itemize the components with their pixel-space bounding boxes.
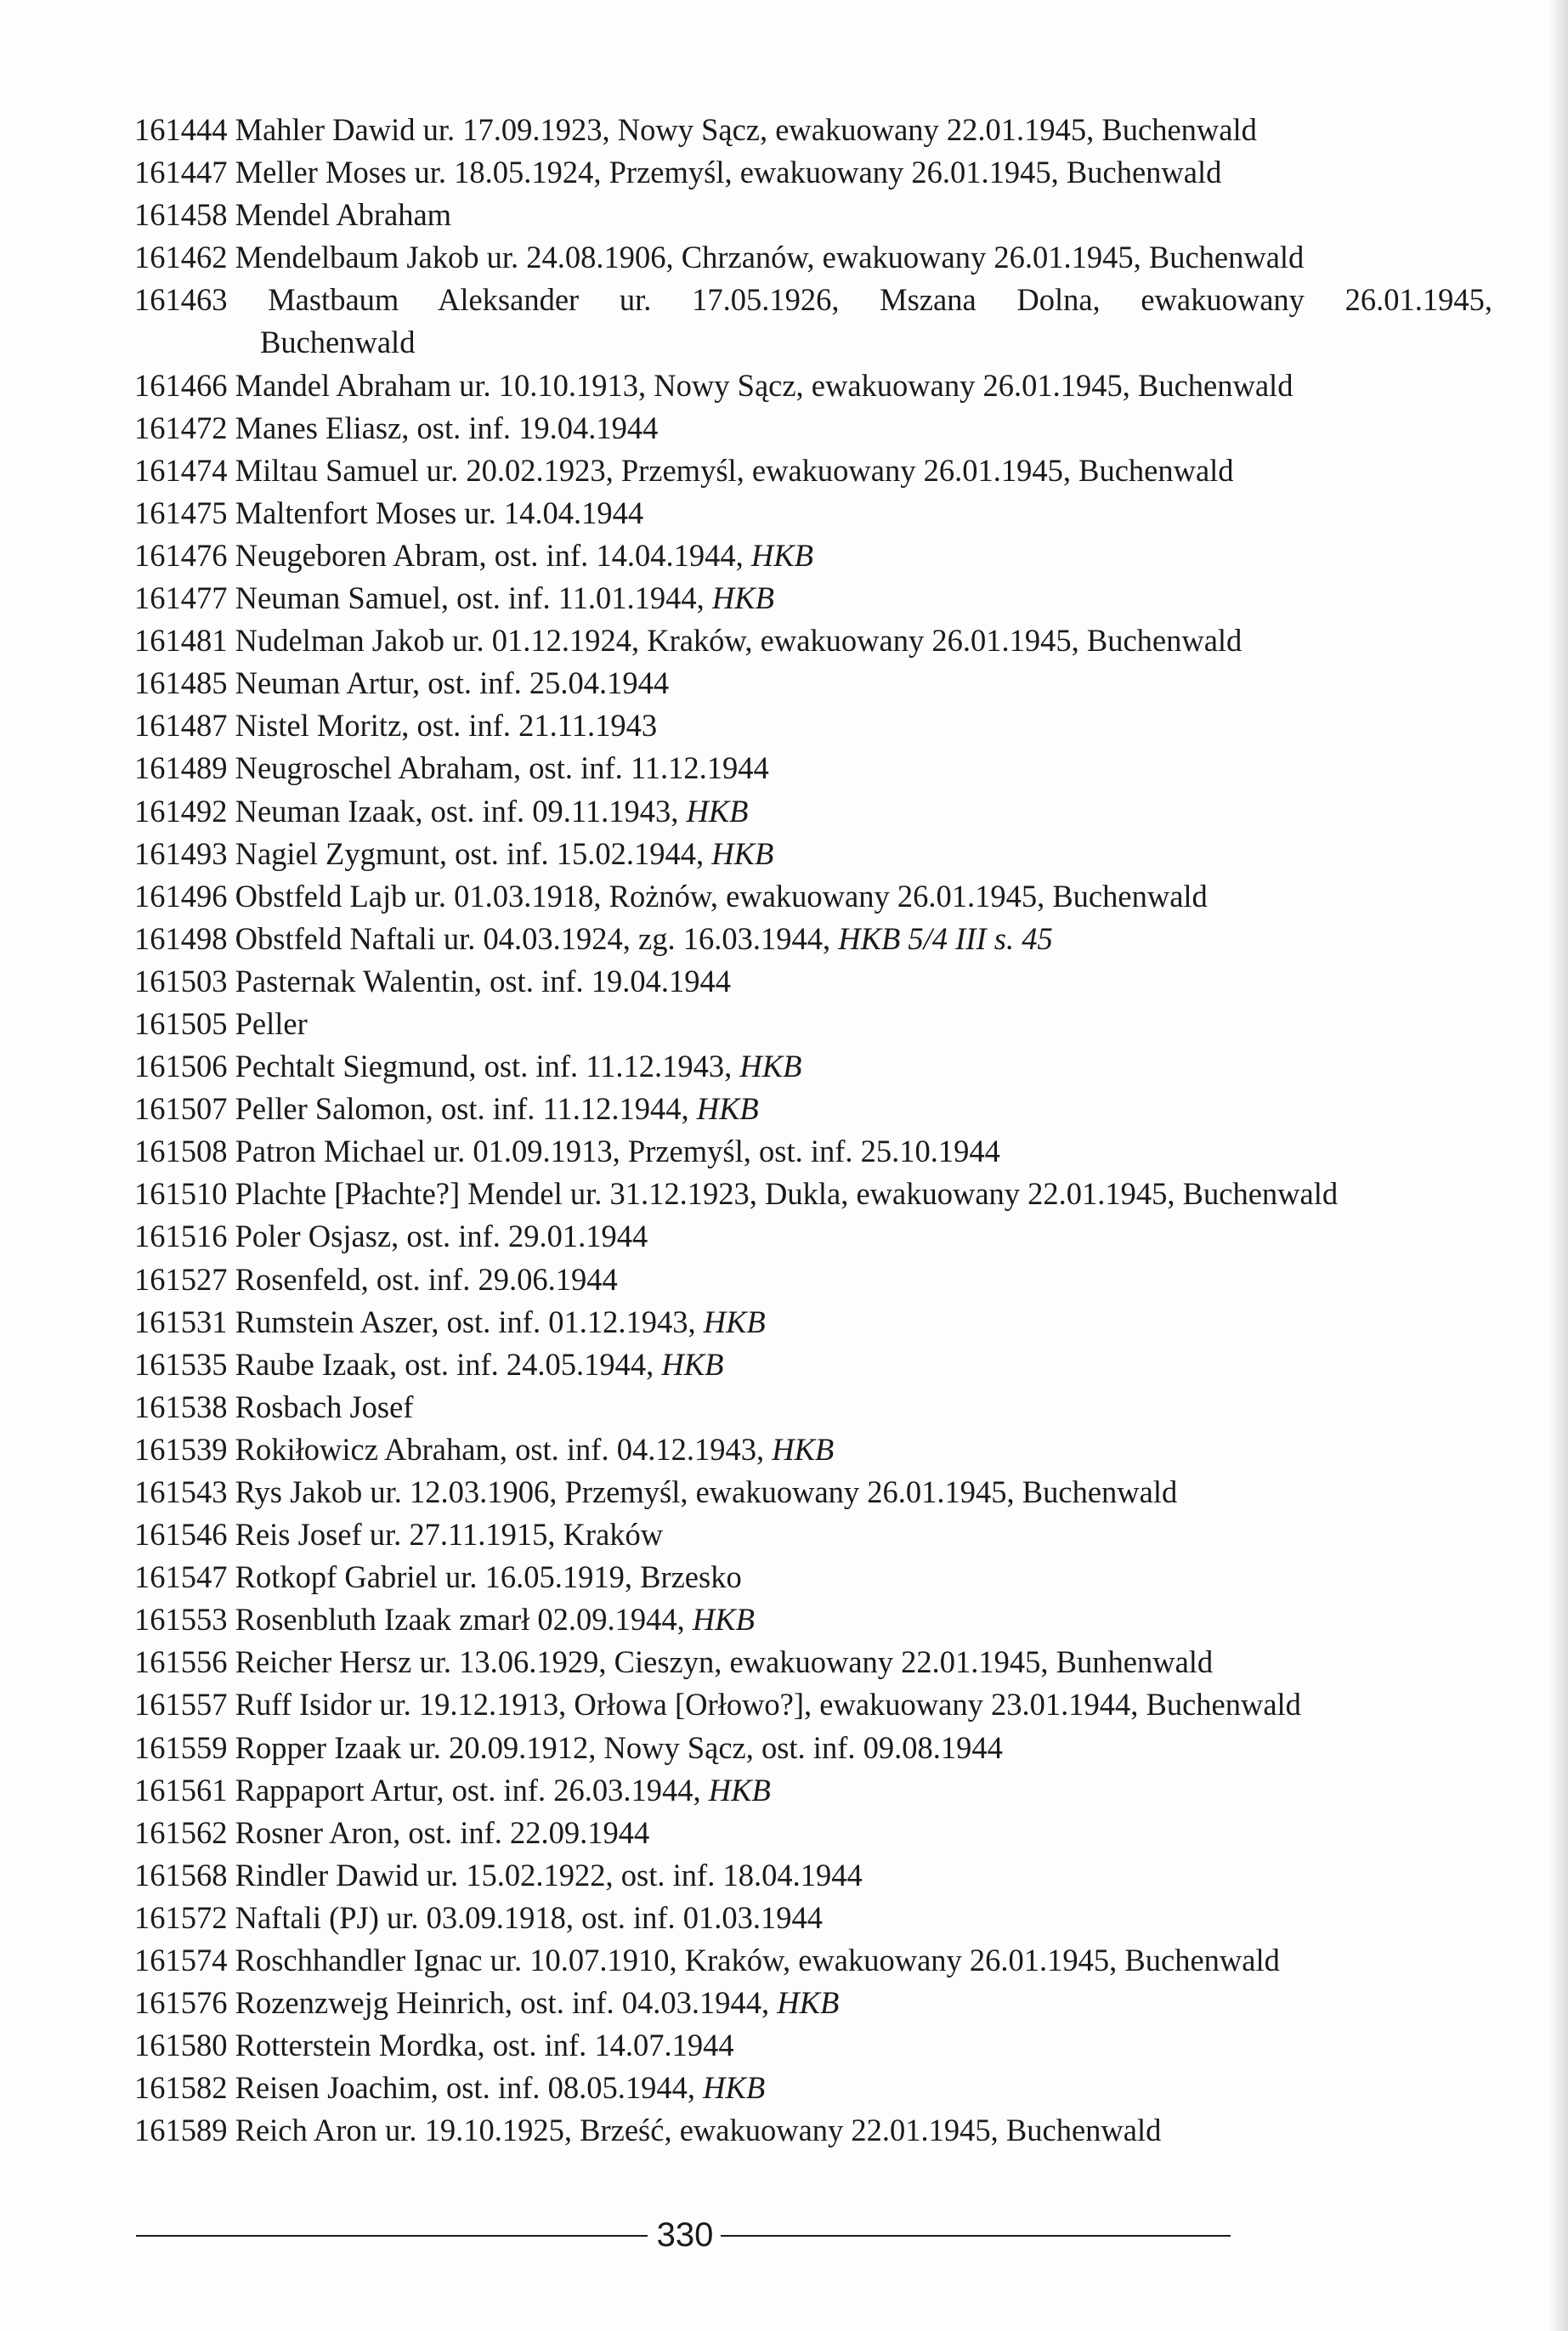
entry-text: 161543 Rys Jakob ur. 12.03.1906, Przemyśl, ewakuowany 26.01.1945, Buchenwald	[134, 1474, 1178, 1509]
list-entry	[134, 492, 1511, 535]
entry-text: 161574 Roschhandler Ignac ur. 10.07.1910, Kraków, ewakuowany 26.01.1945, Buchenwald	[134, 1943, 1280, 1978]
footer-rule-left	[136, 2235, 648, 2237]
entry-text: 161531 Rumstein Aszer, ost. inf. 01.12.1943,	[134, 1304, 704, 1339]
entry-note: HKB	[703, 2070, 766, 2106]
list-entry	[134, 747, 1511, 789]
list-entry	[134, 833, 1511, 875]
list-entry	[134, 236, 1511, 279]
entry-text: 161535 Raube Izaak, ost. inf. 24.05.1944,	[134, 1346, 662, 1382]
entry-text: 161506 Pechtalt Siegmund, ost. inf. 11.12.1943,	[134, 1049, 740, 1084]
entry-text: 161539 Rokiłowicz Abraham, ost. inf. 04.12.1943,	[134, 1431, 773, 1467]
entry-text: 161492 Neuman Izaak, ost. inf. 09.11.1943,	[134, 793, 687, 829]
list-entry	[134, 662, 1511, 704]
page-number: 330	[656, 2216, 714, 2254]
list-entry	[134, 1386, 1511, 1429]
list-entry	[134, 1003, 1511, 1045]
list-entry	[134, 1173, 1511, 1215]
list-entry	[134, 1344, 1511, 1386]
entry-note: HKB	[686, 793, 749, 829]
list-entry	[134, 577, 1511, 620]
entry-note: HKB	[750, 537, 813, 573]
entry-text: 161556 Reicher Hersz ur. 13.06.1929, Cieszyn, ewakuowany 22.01.1945, Bunhenwald	[134, 1644, 1214, 1680]
list-entry	[134, 194, 1511, 236]
list-entry	[134, 918, 1511, 960]
prisoner-list	[134, 109, 1511, 2153]
list-entry	[134, 1727, 1511, 1769]
entry-text: 161559 Ropper Izaak ur. 20.09.1912, Nowy Sącz, ost. inf. 09.08.1944	[134, 1729, 1003, 1765]
entry-text: 161458 Mendel Abraham	[134, 197, 452, 233]
list-entry	[134, 1598, 1511, 1641]
entry-text: 161582 Reisen Joachim, ost. inf. 08.05.1944,	[134, 2070, 704, 2106]
entry-note: HKB 5/4 III s. 45	[838, 920, 1053, 956]
list-entry	[134, 1854, 1511, 1897]
list-entry	[134, 704, 1511, 747]
entry-text: 161474 Miltau Samuel ur. 20.02.1923, Przemyśl, ewakuowany 26.01.1945, Buchenwald	[134, 452, 1234, 488]
entry-text: 161476 Neugeboren Abram, ost. inf. 14.04.1944,	[134, 537, 751, 573]
entry-note: HKB	[711, 580, 774, 616]
list-entry	[134, 1769, 1511, 1812]
list-entry	[134, 960, 1511, 1003]
entry-note: HKB	[661, 1346, 724, 1382]
entry-text: 161576 Rozenzwejg Heinrich, ost. inf. 04.03.1944,	[134, 1985, 778, 2021]
entry-text: 161568 Rindler Dawid ur. 15.02.1922, ost. inf. 18.04.1944	[134, 1857, 863, 1893]
list-entry	[134, 279, 1492, 364]
list-entry	[134, 1088, 1511, 1130]
list-entry	[134, 2109, 1511, 2152]
list-entry	[134, 1045, 1511, 1088]
list-entry	[134, 1897, 1511, 1939]
entry-text: 161507 Peller Salomon, ost. inf. 11.12.1944,	[134, 1091, 697, 1127]
entry-text: 161489 Neugroschel Abraham, ost. inf. 11.12.1944	[134, 750, 769, 786]
entry-text: 161444 Mahler Dawid ur. 17.09.1923, Nowy Sącz, ewakuowany 22.01.1945, Buchenwald	[134, 112, 1257, 147]
entry-note: HKB	[696, 1091, 759, 1127]
list-entry	[134, 875, 1511, 918]
entry-note: HKB	[692, 1602, 755, 1638]
list-entry	[134, 1641, 1511, 1683]
list-entry	[134, 535, 1511, 577]
entry-text: 161462 Mendelbaum Jakob ur. 24.08.1906, Chrzanów, ewakuowany 26.01.1945, Buchenwald	[134, 240, 1305, 275]
entry-text: 161562 Rosner Aron, ost. inf. 22.09.1944	[134, 1814, 650, 1850]
list-entry	[134, 1215, 1511, 1258]
entry-text: 161463 Mastbaum Aleksander ur. 17.05.1926, Mszana Dolna, ewakuowany 26.01.1945,	[134, 282, 1492, 318]
list-entry	[134, 1471, 1511, 1513]
entry-text: 161487 Nistel Moritz, ost. inf. 21.11.1943	[134, 708, 658, 744]
entry-text: 161538 Rosbach Josef	[134, 1389, 414, 1424]
entry-text: 161508 Patron Michael ur. 01.09.1913, Przemyśl, ost. inf. 25.10.1944	[134, 1134, 1000, 1169]
list-entry	[134, 151, 1511, 194]
entry-text: 161493 Nagiel Zygmunt, ost. inf. 15.02.1944,	[134, 835, 712, 871]
entry-text: 161472 Manes Eliasz, ost. inf. 19.04.1944	[134, 410, 659, 445]
list-entry	[134, 1556, 1511, 1598]
list-entry	[134, 450, 1511, 492]
page-edge-shadow	[1549, 0, 1568, 2331]
list-entry	[134, 790, 1511, 833]
entry-text: 161510 Plachte [Płachte?] Mendel ur. 31.12.1923, Dukla, ewakuowany 22.01.1945, Buchenwald	[134, 1176, 1339, 1212]
list-entry	[134, 620, 1511, 662]
entry-text: 161572 Naftali (PJ) ur. 03.09.1918, ost. inf. 01.03.1944	[134, 1899, 824, 1935]
entry-text: 161589 Reich Aron ur. 19.10.1925, Brześć, ewakuowany 22.01.1945, Buchenwald	[134, 2113, 1162, 2148]
entry-note: HKB	[777, 1985, 840, 2021]
list-entry	[134, 1982, 1511, 2024]
entry-text: 161580 Rotterstein Mordka, ost. inf. 14.07.1944	[134, 2028, 734, 2063]
entry-note: HKB	[772, 1431, 835, 1467]
entry-text: 161527 Rosenfeld, ost. inf. 29.06.1944	[134, 1261, 618, 1297]
footer-rule-right	[721, 2235, 1231, 2237]
entry-text: 161516 Poler Osjasz, ost. inf. 29.01.1944	[134, 1219, 648, 1254]
list-entry	[134, 407, 1511, 450]
entry-note: HKB	[739, 1049, 802, 1084]
list-entry	[134, 1513, 1511, 1556]
list-entry	[134, 1301, 1511, 1344]
page-footer	[136, 2209, 1241, 2260]
entry-text: 161546 Reis Josef ur. 27.11.1915, Kraków	[134, 1517, 664, 1553]
list-entry	[134, 109, 1511, 151]
entry-text: 161485 Neuman Artur, ost. inf. 25.04.1944	[134, 665, 670, 701]
list-entry	[134, 1130, 1511, 1173]
entry-text: 161503 Pasternak Walentin, ost. inf. 19.04.1944	[134, 963, 731, 999]
entry-text: 161498 Obstfeld Naftali ur. 04.03.1924, zg. 16.03.1944,	[134, 920, 839, 956]
entry-text: 161505 Peller	[134, 1005, 308, 1041]
entry-text: 161481 Nudelman Jakob ur. 01.12.1924, Kraków, ewakuowany 26.01.1945, Buchenwald	[134, 623, 1243, 659]
entry-note: HKB	[711, 835, 774, 871]
entry-text: 161477 Neuman Samuel, ost. inf. 11.01.1944,	[134, 580, 712, 616]
entry-text: 161496 Obstfeld Lajb ur. 01.03.1918, Rożnów, ewakuowany 26.01.1945, Buchenwald	[134, 878, 1208, 914]
entry-note: HKB	[703, 1304, 766, 1339]
entry-text: 161557 Ruff Isidor ur. 19.12.1913, Orłowa [Orłowo?], ewakuowany 23.01.1944, Buchenwald	[134, 1687, 1301, 1723]
list-entry	[134, 1429, 1511, 1471]
list-entry	[134, 1812, 1511, 1854]
list-entry	[134, 1259, 1511, 1301]
entry-note: HKB	[708, 1772, 771, 1808]
list-entry	[134, 1683, 1511, 1726]
entry-text: 161466 Mandel Abraham ur. 10.10.1913, Nowy Sącz, ewakuowany 26.01.1945, Buchenwald	[134, 367, 1293, 403]
list-entry	[134, 2024, 1511, 2067]
entry-text: 161553 Rosenbluth Izaak zmarł 02.09.1944,	[134, 1602, 693, 1638]
list-entry	[134, 365, 1511, 407]
list-entry	[134, 2067, 1511, 2109]
list-entry	[134, 1939, 1511, 1982]
entry-text: 161475 Maltenfort Moses ur. 14.04.1944	[134, 495, 644, 530]
entry-continuation: Buchenwald	[260, 325, 416, 360]
entry-text: 161561 Rappaport Artur, ost. inf. 26.03.1944,	[134, 1772, 709, 1808]
entry-text: 161547 Rotkopf Gabriel ur. 16.05.1919, Brzesko	[134, 1559, 742, 1595]
entry-text: 161447 Meller Moses ur. 18.05.1924, Przemyśl, ewakuowany 26.01.1945, Buchenwald	[134, 155, 1222, 190]
